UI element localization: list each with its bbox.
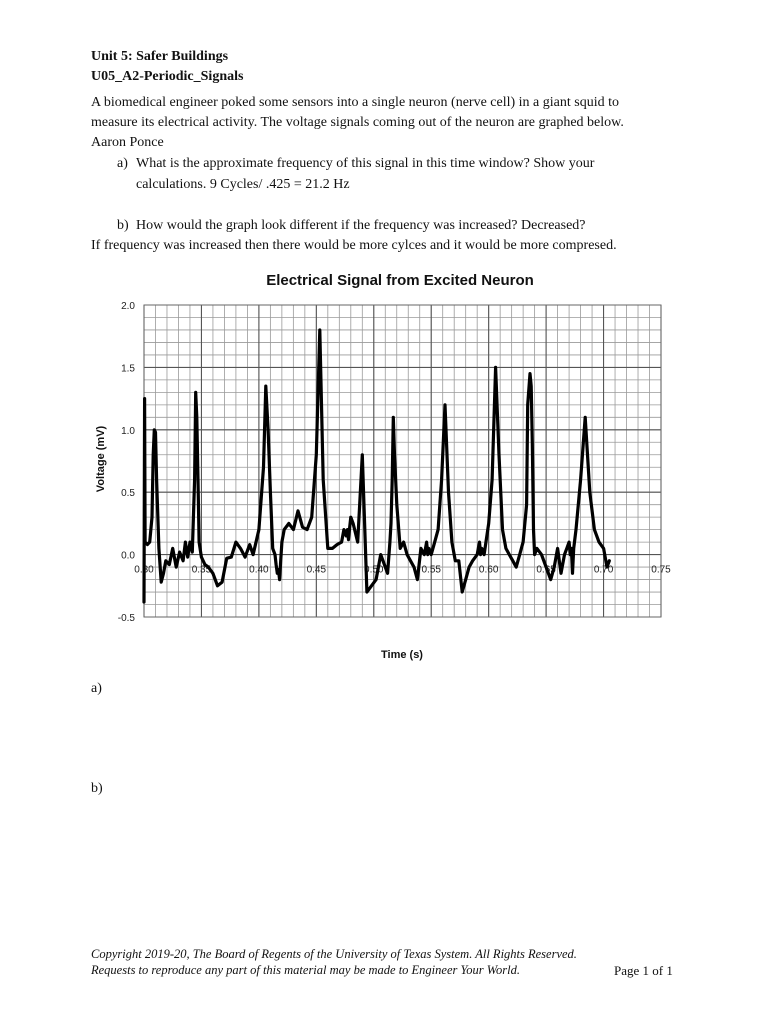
y-axis-title: Voltage (mV): [95, 425, 107, 493]
question-a-answer: calculations. 9 Cycles/ .425 = 21.2 Hz: [136, 177, 350, 192]
x-tick-label: 0.45: [306, 564, 327, 576]
y-tick-label: -0.5: [117, 613, 135, 624]
question-a-text: What is the approximate frequency of this signal in this time window? Show your: [136, 156, 595, 171]
chart-series: [144, 330, 609, 602]
y-tick-label: 0.0: [121, 550, 135, 562]
x-axis-title: Time (s): [381, 649, 423, 661]
question-a-marker: a): [117, 156, 128, 171]
intro-line-1: A biomedical engineer poked some sensors into a single neuron (nerve cell) in a giant squid to: [91, 95, 619, 110]
assignment-title: U05_A2-Periodic_Signals: [91, 69, 244, 84]
copyright-notice: Copyright 2019-20, The Board of Regents of the University of Texas System. All Rights Reserved.: [91, 947, 577, 961]
question-b-text: How would the graph look different if the frequency was increased? Decreased?: [136, 218, 586, 233]
intro-line-2: measure its electrical activity. The voltage signals coming out of the neuron are graphed below.: [91, 115, 624, 130]
question-b-marker: b): [117, 218, 129, 233]
student-name: Aaron Ponce: [91, 135, 164, 150]
chart-title: Electrical Signal from Excited Neuron: [266, 272, 534, 289]
answer-b-label: b): [91, 781, 103, 796]
x-tick-label: 0.55: [421, 564, 441, 576]
y-tick-label: 1.5: [121, 363, 135, 375]
y-tick-label: 2.0: [121, 301, 135, 312]
answer-a-label: a): [91, 681, 102, 696]
reproduction-notice: Requests to reproduce any part of this material may be made to Engineer Your World.: [91, 963, 521, 977]
x-tick-label: 0.65: [536, 564, 556, 576]
x-tick-label: 0.40: [249, 564, 269, 576]
x-tick-label: 0.60: [478, 564, 499, 576]
x-tick-label: 0.35: [191, 564, 212, 576]
page-number: Page 1 of 1: [614, 963, 673, 978]
x-tick-label: 0.30: [134, 564, 154, 576]
x-tick-label: 0.70: [593, 564, 614, 576]
x-tick-label: 0.75: [651, 564, 671, 576]
y-tick-label: 0.5: [121, 488, 135, 500]
neuron-signal-chart: [82, 262, 682, 664]
x-tick-label: 0.50: [364, 564, 384, 576]
voltage-series-line: [144, 330, 609, 602]
unit-heading: Unit 5: Safer Buildings: [91, 49, 229, 64]
question-b-answer: If frequency was increased then there would be more cylces and it would be more compresed.: [91, 238, 617, 253]
y-tick-label: 1.0: [121, 425, 135, 437]
